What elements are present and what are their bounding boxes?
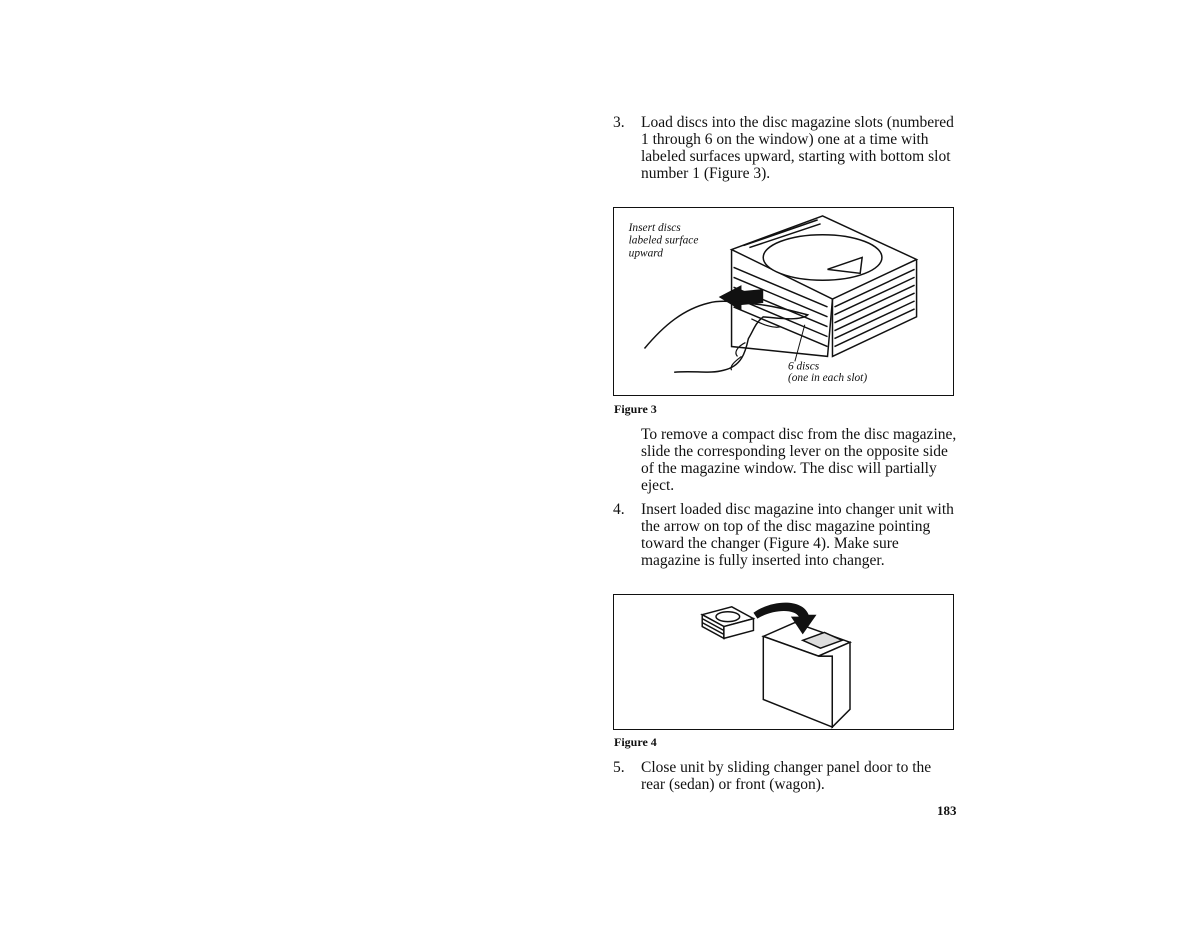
hand-illustration	[644, 301, 807, 372]
figure-3-illustration	[613, 207, 954, 396]
step-text: Close unit by sliding changer panel door to the rear (sedan) or front (wagon).	[641, 759, 932, 793]
step-text: Load discs into the disc magazine slots (numbered 1 through 6 on the window) one at a time with labeled surfaces upward, starting with bottom slot number 1 (Figure 3).	[641, 114, 954, 182]
label-insert-discs: Insert discs	[628, 221, 681, 234]
label-one-in-each-slot: (one in each slot)	[787, 372, 868, 385]
label-6-discs: 6 discs	[787, 360, 820, 373]
step-text: Insert loaded disc magazine into changer unit with the arrow on top of the disc magazine pointing toward the changer (Figure 4). Make sure magazine is fully inserted into changer.	[641, 501, 954, 569]
page-number: 183	[937, 803, 957, 818]
disc-magazine-drawing	[732, 216, 917, 356]
magazine-and-changer-drawing	[702, 607, 850, 727]
step-number: 4.	[613, 501, 625, 518]
figure-4-caption: Figure 4	[614, 735, 657, 749]
step-4	[613, 501, 958, 569]
step-number: 5.	[613, 759, 625, 776]
label-labeled-surface: labeled surface	[628, 234, 699, 247]
figure-3-caption: Figure 3	[614, 402, 657, 416]
step-5	[613, 759, 958, 793]
label-upward: upward	[628, 247, 663, 260]
figure-4-illustration	[613, 594, 954, 730]
step-3	[613, 114, 958, 182]
step-number: 3.	[613, 114, 625, 131]
remove-disc-paragraph: To remove a compact disc from the disc magazine, slide the corresponding lever on the opposite side of the magazine window. The disc will partially eject.	[641, 426, 957, 494]
